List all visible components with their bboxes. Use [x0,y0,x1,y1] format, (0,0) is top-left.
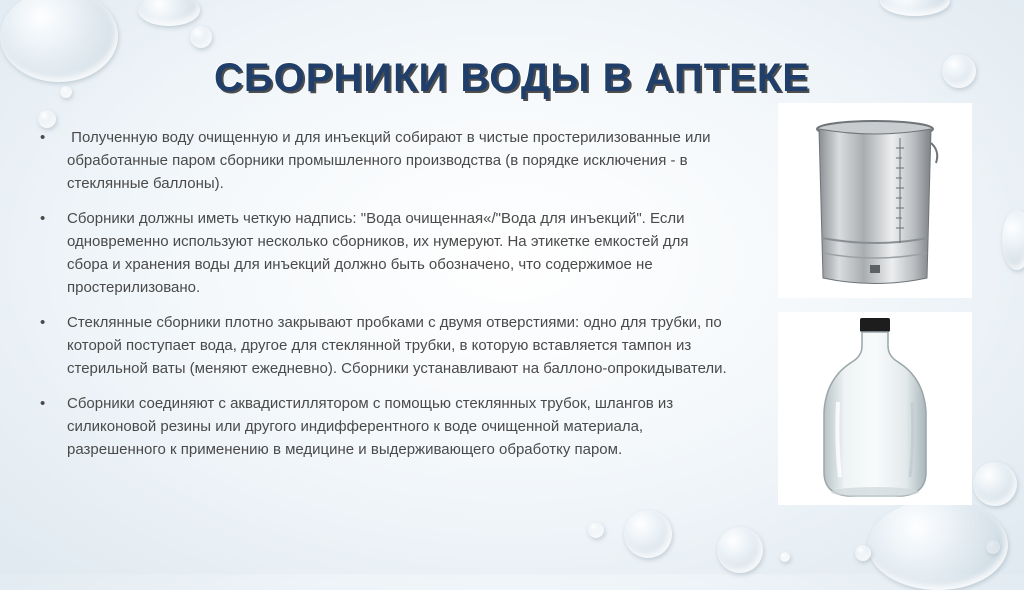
water-drop [880,0,950,16]
bullet-dot: • [40,395,46,412]
water-drop [624,510,672,558]
bullet-text: Стеклянные сборники плотно закрывают пробками с двумя отверстиями: одно для трубки, по которой поступает вода, другое для стеклянной трубки, в которую вставляется тампон из стерильной ваты (меняют ежедневно). Сборники устанавливают на баллоно-опрокидыватели. [67,314,727,377]
water-drop [973,462,1017,506]
slide-title: СБОРНИКИ ВОДЫ В АПТЕКЕ [214,56,810,100]
bullet-text: Сборники соединяют с аквадистиллятором с помощью стеклянных трубок, шлангов из силиконовой резины или другого индифферентного к воде очищенной материала, разрешенного к применению в медицине и выдерживающего обработку паром. [67,395,674,458]
bullet-dot: • [40,129,46,146]
list-item [40,207,730,299]
bullet-text: Сборники должны иметь четкую надпись: "Вода очищенная«/"Вода для инъекций". Если одновременно используют несколько сборников, их нумеруют. На этикетке емкостей для сбора и хранения воды для инъекций должно быть обозначено, что содержимое не простерилизовано. [67,210,689,296]
list-item [40,311,730,380]
water-drop [717,527,763,573]
water-drop [1002,210,1024,270]
bullet-list [40,126,730,473]
glass-bottle-image [778,312,972,505]
glass-bottle-icon [778,312,972,505]
bullet-dot: • [40,210,46,227]
water-drop [868,500,1008,590]
list-item [40,126,730,195]
water-drop [780,552,790,562]
water-drop [138,0,200,26]
water-drop [190,26,212,48]
steel-collector-image [778,103,972,298]
water-drop [588,522,604,538]
steel-collector-icon [778,103,972,298]
bullet-text: Полученную воду очищенную и для инъекций собирают в чистые простерилизованные или обработанные паром сборники промышленного производства (в порядке исключения - в стеклянные баллоны). [67,129,715,192]
list-item [40,392,730,461]
bullet-dot: • [40,314,46,331]
water-drop [855,545,871,561]
